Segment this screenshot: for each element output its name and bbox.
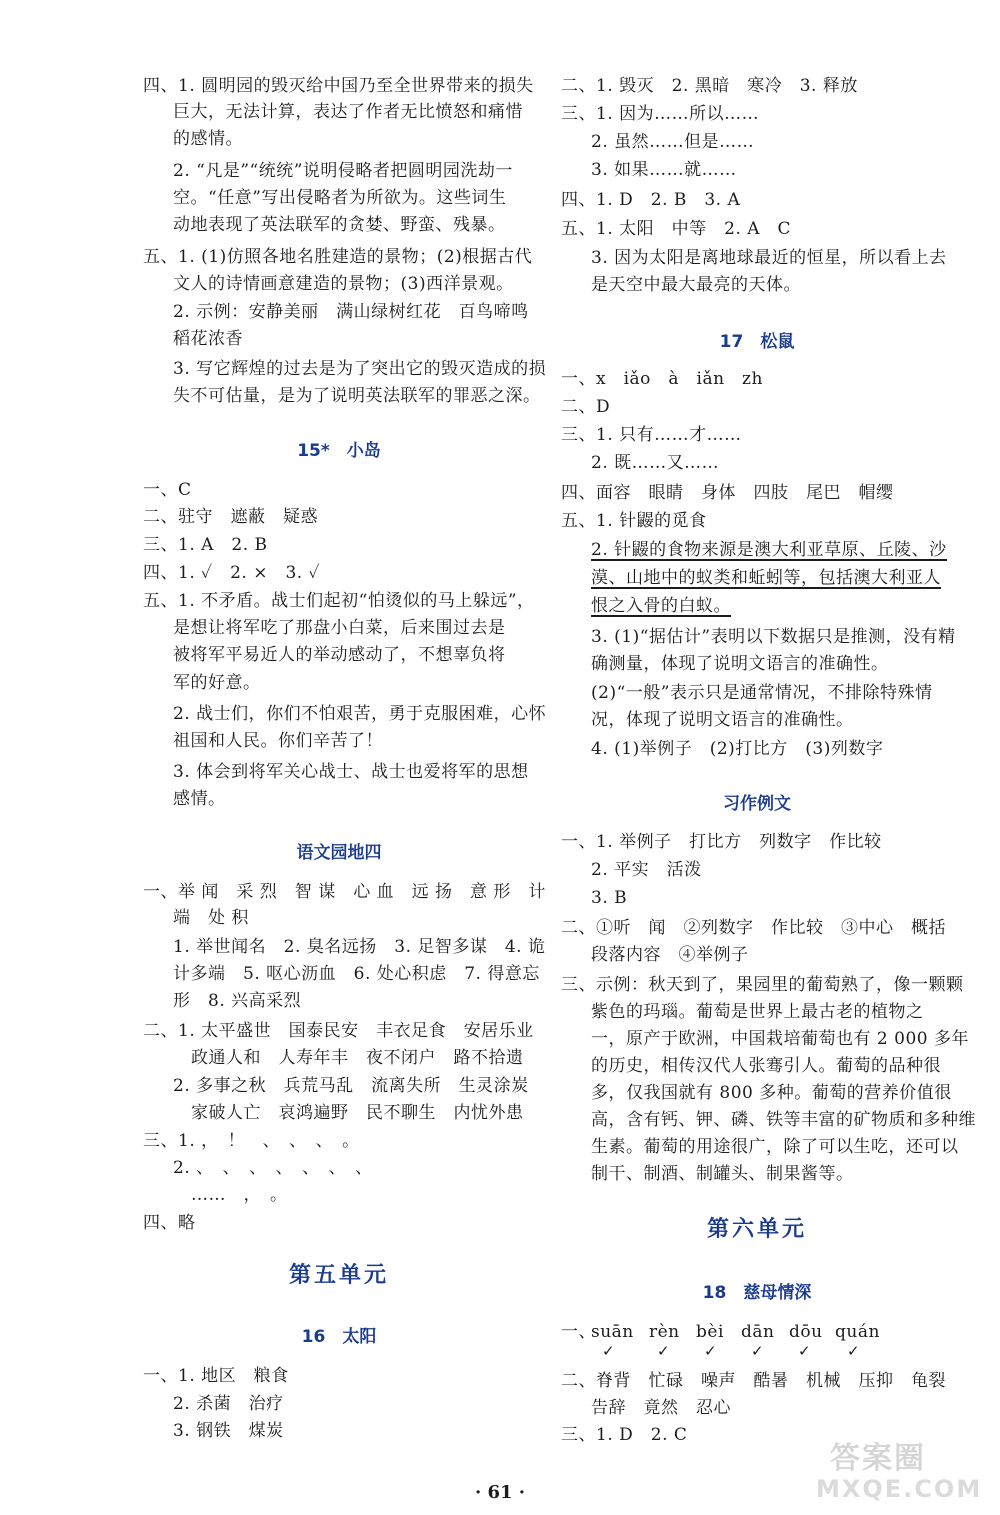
- answer-line: 4. (1)举例子 (2)打比方 (3)列数字: [591, 739, 884, 759]
- answer-line: 况，体现了说明文语言的准确性。: [591, 710, 854, 730]
- answer-line: 三、示例：秋天到了，果园里的葡萄熟了，像一颗颗: [561, 975, 964, 995]
- underlined-line: 2. 针鼹的食物来源是澳大利亚草原、丘陵、沙: [591, 540, 947, 560]
- answer-line: 2. 、 、 、 、 、 、 、: [173, 1158, 373, 1178]
- answer-line: 2. 虽然……但是……: [591, 132, 755, 152]
- answer-line: 是天空中最大最亮的天体。: [591, 275, 801, 295]
- answer-line: 四、面容 眼睛 身体 四肢 尾巴 帽缨: [561, 483, 894, 503]
- answer-line: 一、x iǎo à iǎn zh: [561, 369, 763, 389]
- pinyin: dān: [741, 1322, 775, 1342]
- page-number: · 61 ·: [474, 1482, 526, 1503]
- answer-line: 一、C: [143, 480, 192, 500]
- answer-line: 3. (1)“据估计”表明以下数据只是推测，没有精: [591, 627, 956, 647]
- answer-line: 告辞 竟然 忍心: [591, 1398, 731, 1418]
- answer-line: 二、驻守 遮蔽 疑惑: [143, 507, 318, 527]
- answer-line: 失不可估量，是为了说明英法联军的罪恶之深。: [173, 386, 541, 406]
- checkmark-icon: ✓: [657, 1342, 671, 1360]
- underlined-line: 恨之入骨的白蚁。: [591, 596, 731, 616]
- answer-line: …… ， 。: [191, 1185, 288, 1205]
- answer-line: 紫色的玛瑙。葡萄是世界上最古老的植物之: [591, 1002, 924, 1022]
- lesson-15-title: 15* 小岛: [297, 441, 381, 461]
- answer-line: 政通人和 人寿年丰 夜不闭户 路不拾遗: [191, 1048, 524, 1068]
- answer-line: 端 处 积: [173, 908, 249, 928]
- answer-line: 3. B: [591, 888, 628, 908]
- answer-line: 形 8. 兴高采烈: [173, 991, 302, 1011]
- answer-line: 二、脊背 忙碌 噪声 酷暑 机械 压抑 龟裂: [561, 1371, 946, 1391]
- answer-line: 制干、制酒、制罐头、制果酱等。: [591, 1164, 854, 1184]
- lesson-18-title: 18 慈母情深: [702, 1283, 812, 1303]
- lesson-17-title: 17 松鼠: [719, 332, 795, 352]
- answer-line: (2)“一般”表示只是通常情况，不排除特殊情: [591, 683, 933, 703]
- checkmark-icon: ✓: [847, 1342, 861, 1360]
- answer-line: 被将军平易近人的举动感动了，不想辜负将: [173, 645, 506, 665]
- answer-line-prefix: 一、: [561, 1322, 596, 1342]
- answer-line: 1. 举世闻名 2. 臭名远扬 3. 足智多谋 4. 诡: [173, 937, 546, 957]
- pinyin: suān: [591, 1322, 634, 1342]
- answer-line: 确测量，体现了说明文语言的准确性。: [591, 654, 889, 674]
- answer-line: 段落内容 ④举例子: [591, 945, 749, 965]
- answer-line: 一、1. 地区 粮食: [143, 1366, 289, 1386]
- underlined-line: 漠、山地中的蚁类和蚯蚓等，包括澳大利亚人: [591, 568, 941, 588]
- answer-line: 五、1. 针鼹的觅食: [561, 511, 707, 531]
- pinyin: dōu: [789, 1322, 823, 1342]
- answer-line: 3. 如果……就……: [591, 160, 737, 180]
- answer-line: 空。“任意”写出侵略者为所欲为。这些词生: [173, 188, 507, 208]
- answer-line: 三、1. D 2. C: [561, 1425, 688, 1445]
- writing-example-title: 习作例文: [723, 794, 791, 814]
- answer-line: 2. “凡是”“统统”说明侵略者把圆明园洗劫一: [173, 161, 513, 181]
- answer-line: 2. 多事之秋 兵荒马乱 流离失所 生灵涂炭: [173, 1076, 529, 1096]
- answer-line: 二、1. 毁灭 2. 黑暗 寒冷 3. 释放: [561, 76, 858, 96]
- unit-6-title: 第六单元: [706, 1216, 807, 1242]
- answer-line: 感情。: [173, 789, 226, 809]
- pinyin: quán: [835, 1322, 880, 1342]
- answer-line: 2. 战士们，你们不怕艰苦，勇于克服困难，心怀: [173, 704, 547, 724]
- answer-line: 二、①听 闻 ②列数字 作比较 ③中心 概括: [561, 918, 946, 938]
- answer-line: 三、1. ， ！ 、 、 、 。: [143, 1131, 360, 1151]
- answer-line: 祖国和人民。你们辛苦了！: [173, 731, 383, 751]
- watermark-logo: 答案圈 MXQE.COM: [816, 1441, 983, 1503]
- checkmark-icon: ✓: [704, 1342, 718, 1360]
- answer-line: 是想让将军吃了那盘小白菜，后来围过去是: [173, 618, 506, 638]
- answer-line: 3. 写它辉煌的过去是为了突出它的毁灭造成的损: [173, 359, 547, 379]
- answer-line: 的感情。: [173, 129, 243, 149]
- answer-line: 3. 钢铁 煤炭: [173, 1421, 284, 1441]
- answer-line: 3. 体会到将军关心战士、战士也爱将军的思想: [173, 762, 529, 782]
- pinyin: rèn: [649, 1322, 680, 1342]
- answer-line: 五、1. 不矛盾。战士们起初“怕烫似的马上躲远”，: [143, 591, 535, 611]
- answer-line: 的历史，相传汉代人张骞引人。葡萄的品种很: [591, 1056, 941, 1076]
- answer-line: 动地表现了英法联军的贪婪、野蛮、残暴。: [173, 215, 506, 235]
- answer-line: 四、1. 圆明园的毁灭给中国乃至全世界带来的损失: [143, 76, 534, 96]
- answer-line: 2. 既……又……: [591, 453, 720, 473]
- garden-4-title: 语文园地四: [296, 843, 382, 863]
- checkmark-icon: ✓: [602, 1342, 616, 1360]
- answer-line: 一、举 闻 采 烈 智 谋 心 血 远 扬 意 形 计: [143, 882, 546, 902]
- answer-line: 一、1. 举例子 打比方 列数字 作比较: [561, 832, 882, 852]
- answer-line: 三、1. 只有……才……: [561, 425, 742, 445]
- answer-line: 四、1. D 2. B 3. A: [561, 190, 741, 210]
- answer-line: 二、1. 太平盛世 国泰民安 丰衣足食 安居乐业: [143, 1021, 534, 1041]
- answer-line: 五、1. 太阳 中等 2. A C: [561, 219, 792, 239]
- answer-line: 计多端 5. 呕心沥血 6. 处心积虑 7. 得意忘: [173, 964, 540, 984]
- answer-line: 生素。葡萄的用途很广，除了可以生吃，还可以: [591, 1137, 959, 1157]
- checkmark-icon: ✓: [798, 1342, 812, 1360]
- answer-line: 三、1. A 2. B: [143, 535, 268, 555]
- answer-line: 2. 杀菌 治疗: [173, 1394, 284, 1414]
- answer-line: 多，仅我国就有 800 多种。葡萄的营养价值很: [591, 1083, 952, 1103]
- answer-line: 2. 平实 活泼: [591, 860, 702, 880]
- answer-line: 家破人亡 哀鸿遍野 民不聊生 内忧外患: [191, 1103, 524, 1123]
- answer-line: 二、D: [561, 397, 611, 417]
- answer-line: 军的好意。: [173, 673, 261, 693]
- answer-line: 五、1. (1)仿照各地名胜建造的景物；(2)根据古代: [143, 247, 533, 267]
- answer-line: 文人的诗情画意建造的景物；(3)西洋景观。: [173, 274, 514, 294]
- answer-line: 巨大，无法计算，表达了作者无比愤怒和痛惜: [173, 102, 523, 122]
- checkmark-icon: ✓: [751, 1342, 765, 1360]
- unit-5-title: 第五单元: [288, 1262, 389, 1288]
- answer-line: 2. 示例：安静美丽 满山绿树红花 百鸟啼鸣: [173, 302, 529, 322]
- answer-line: 稻花浓香: [173, 329, 243, 349]
- answer-line: 高，含有钙、钾、磷、铁等丰富的矿物质和多种维: [591, 1110, 976, 1130]
- pinyin: bèi: [696, 1322, 724, 1342]
- answer-line: 一，原产于欧洲，中国栽培葡萄也有 2 000 多年: [591, 1029, 969, 1049]
- answer-line: 三、1. 因为……所以……: [561, 104, 760, 124]
- answer-line: 3. 因为太阳是离地球最近的恒星，所以看上去: [591, 248, 947, 268]
- answer-line: 四、略: [143, 1213, 196, 1233]
- answer-line: 四、1. ✓ 2. × 3. ✓: [143, 563, 321, 583]
- lesson-16-title: 16 太阳: [301, 1327, 377, 1347]
